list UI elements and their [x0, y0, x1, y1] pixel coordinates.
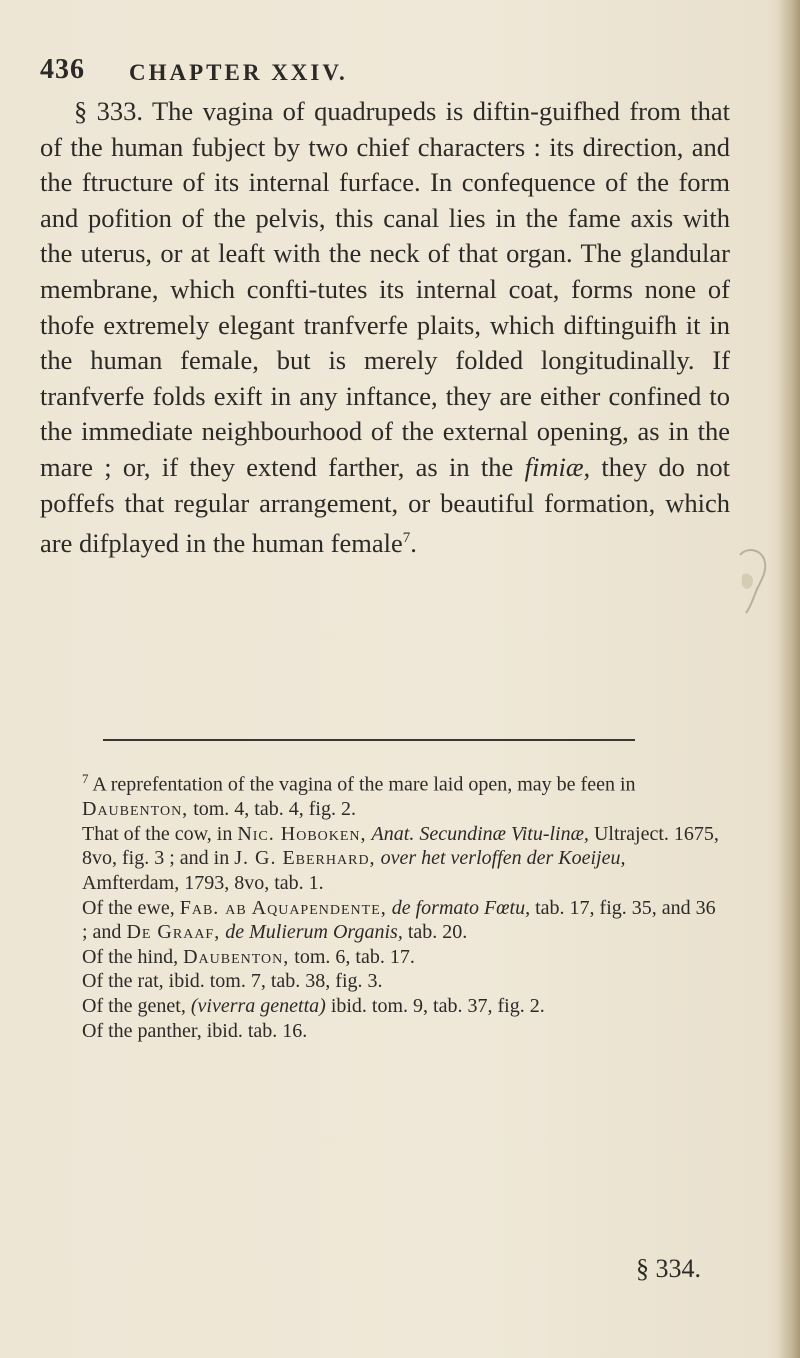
footnote-reference: 7 [402, 530, 411, 547]
footnote-marker: 7 [82, 771, 89, 786]
footnote-rule [103, 739, 635, 741]
footnote-text: tom. 4, tab. 4, fig. 2. [193, 798, 356, 821]
work-title: Anat. Secundinæ Vitu-linæ, [371, 822, 589, 845]
footnote-text: ibid. tom. 9, tab. 37, fig. 2. [330, 995, 545, 1017]
footnote-7 [55, 767, 720, 896]
work-title: over het verloffen der Koeijeu, [380, 847, 626, 870]
footnote-text: Of the hind, [82, 945, 179, 968]
catchword: § 334. [636, 1254, 701, 1283]
footnote-text: Of the ewe, [82, 896, 175, 919]
footnote-text: Amfterdam, 1793, 8vo, tab. 1. [82, 872, 324, 895]
page-gutter-edge [778, 0, 800, 1358]
footnote-ewe [55, 896, 720, 945]
author-name: Daubenton, [183, 945, 290, 968]
author-name: Fab. ab Aquapendente, [179, 896, 387, 919]
section-333-paragraph [40, 94, 730, 562]
running-head: CHAPTER XXIV. [129, 60, 348, 85]
footnote-genet [55, 994, 720, 1019]
paragraph-text-end: . [410, 527, 417, 558]
footnote-hind [55, 945, 720, 970]
footnote-text: Of the genet, [82, 995, 186, 1017]
page-number: 436 [40, 54, 85, 85]
margin-stain-sketch [712, 535, 782, 635]
author-name: Nic. Hoboken, [237, 822, 367, 845]
footnote-rat: Of the rat, ibid. tom. 7, tab. 38, fig. 3. [82, 970, 383, 993]
work-title: de formato Fœtu, [391, 896, 531, 919]
page-header [40, 50, 740, 98]
main-text [40, 94, 730, 562]
footnote-text: tab. 17, fig. 35, and 36 ; and [82, 896, 716, 944]
section-number: § 333. [74, 96, 144, 126]
paragraph-text-a: The vagina of quadrupeds is diftin-guifhed from that of the human fubject by two chief characters : its direction, and the ftructure of its internal furface. In confequence of the form and pofition of the pelvis, this canal lies in the fame axis with the uterus, or at leaft with the neck of that organ. The glandular membrane, which confti-tutes its internal coat, forms none of thofe extremely elegant tranfverfe plaits, which diftinguifh it in the human female, but is merely folded longitudinally. If tranfverfe folds exift in any inftance, they are either confined to the immediate neighbourhood of the external opening, as in the mare ; or, if they extend farther, as in the [40, 96, 730, 482]
paragraph-text-b: they do not poffefs that regular arrangement, or beautiful formation, which are difplayed in the human female [40, 451, 730, 558]
italic-term: fimiæ, [524, 451, 591, 482]
footnote-text: tom. 6, tab. 17. [294, 945, 415, 968]
work-title: (viverra genetta) [190, 995, 326, 1017]
author-name: Daubenton, [82, 798, 189, 821]
footnotes [55, 767, 720, 1043]
footnote-text: That of the cow, in [82, 822, 233, 845]
footnote-text: tab. 20. [407, 921, 468, 944]
author-name: J. G. Eberhard, [234, 847, 376, 870]
author-name: De Graaf, [126, 921, 221, 944]
footnote-text: A reprefentation of the vagina of the mare laid open, may be feen in [92, 773, 636, 796]
footnote-text: Ultraject. 1675, 8vo, fig. 3 ; and in [82, 822, 719, 870]
work-title: de Mulierum Organis, [225, 921, 403, 944]
footnote-panther: Of the panther, ibid. tab. 16. [82, 1019, 308, 1042]
